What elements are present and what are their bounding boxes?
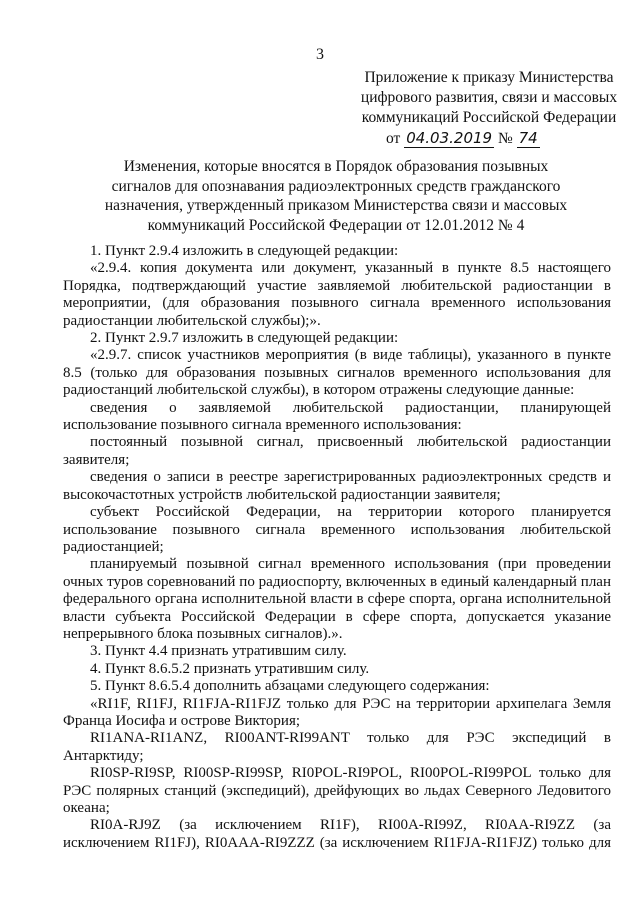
appendix-header [358,68,620,149]
document-body [63,243,611,852]
paragraph: «2.9.7. список участников мероприятия (в виде таблицы), указанного в пункте 8.5 (только для образования позывных сигналов временного использования для радиостанций любительской службы), в котором отражены следующие данные: [63,347,611,399]
order-date-number [358,128,620,149]
paragraph: сведения о записи в реестре зарегистрированных радиоэлектронных средств и высокочастотных устройств любительской радиостанции заявителя; [63,469,611,503]
appendix-line-2: цифрового развития, связи и массовых [360,89,618,106]
title-line-4: коммуникаций Российской Федерации от 12.01.2012 № 4 [147,216,525,234]
paragraph: сведения о заявляемой любительской радиостанции, планирующей использование позывного сигнала временного использования: [63,399,611,434]
appendix-line-3: коммуникаций Российской Федерации [361,109,617,126]
number-label: № [497,130,513,147]
document-title [86,157,586,235]
paragraph: субъект Российской Федерации, на территории которого планируется использование позывного сигнала временного использования любительской радиостанцией; [63,504,611,555]
appendix-line-1: Приложение к приказу Министерства [364,69,614,86]
paragraph: 5. Пункт 8.6.5.4 дополнить абзацами следующего содержания: [90,678,490,695]
order-number: 74 [518,129,538,147]
paragraph: 3. Пункт 4.4 признать утратившим силу. [90,643,347,660]
paragraph: 4. Пункт 8.6.5.2 признать утратившим силу. [90,660,370,677]
paragraph: RI0SP-RI9SP, RI00SP-RI99SP, RI0POL-RI9POL, RI00POL-RI99POL только для РЭС полярных станций (экспедиций), дрейфующих во льдах Северного Ледовитого океана; [63,765,611,816]
order-date: 04.03.2019 [406,129,493,147]
title-line-3: назначения, утвержденный приказом Министерства связи и массовых [104,197,568,214]
paragraph: постоянный позывной сигнал, присвоенный любительской радиостанции заявителя; [63,434,611,468]
paragraph: 2. Пункт 2.9.7 изложить в следующей редакции: [90,330,399,347]
paragraph: RI0A-RJ9Z (за исключением RI1F), RI00A-RI99Z, RI0AA-RI9ZZ (за исключением RI1FJ), RI0AAA-RI9ZZZ (за исключением RI1FJA-RI1FJZ) только для [63,817,611,851]
from-label: от [386,130,401,147]
title-line-2: сигналов для опознавания радиоэлектронных средств гражданского [111,177,561,195]
paragraph: «2.9.4. копия документа или документ, указанный в пункте 8.5 настоящего Порядка, подтверждающий участие заявляемой любительской радиостанции в мероприятии, (для образования позывного сигнала временного использования радиостанции любительской службы);». [63,260,611,329]
title-line-1: Изменения, которые вносятся в Порядок образования позывных [123,158,549,175]
paragraph: 1. Пункт 2.9.4 изложить в следующей редакции: [90,243,399,259]
paragraph: планируемый позывной сигнал временного использования (при проведении очных туров соревнований по радиоспорту, включенных в единый календарный план федерального органа исполнительной власти в сфере спорта, органа исполнительной власти субъекта Российской Федерации в сфере спорта, допускается указание непрерывного блока позывных сигналов).». [63,556,611,642]
paragraph: RI1ANA-RI1ANZ, RI00ANT-RI99ANT только для РЭС экспедиций в Антарктиду; [63,730,611,764]
paragraph: «RI1F, RI1FJ, RI1FJA-RI1FJZ только для РЭС на территории архипелага Земля Франца Иосифа и острове Виктория; [63,695,611,729]
page-number: 3 [316,46,324,63]
